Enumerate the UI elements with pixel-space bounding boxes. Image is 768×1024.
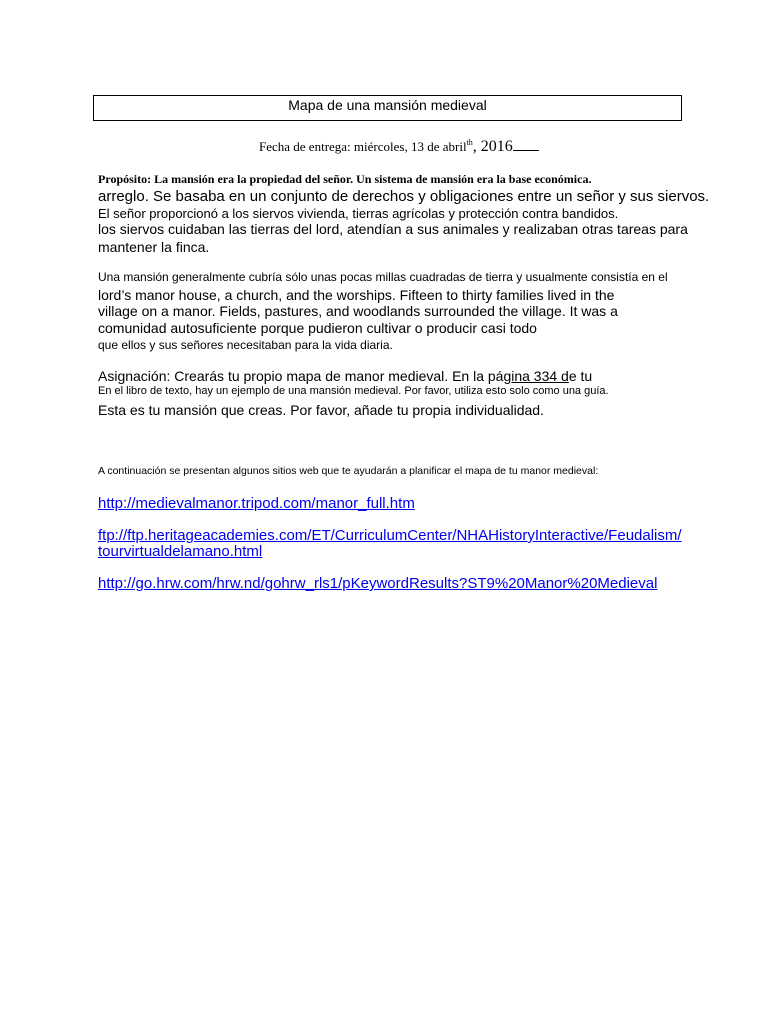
title-box — [93, 95, 682, 121]
due-date-superscript: th — [466, 138, 473, 147]
due-date-year: , 2016 — [472, 138, 513, 155]
assignment-line3: Esta es tu mansión que creas. Por favor, añade tu propia individualidad. — [98, 402, 544, 418]
para2-line2: lord’s manor house, a church, and the worships. Fifteen to thirty families lived in the — [98, 287, 615, 303]
assignment-line1-prefix: Asignación: Crearás tu propio mapa de manor medieval. En la pá — [98, 368, 504, 384]
para2-line5: que ellos y sus señores necesitaban para la vida diaria. — [98, 338, 393, 352]
para1-line3: los siervos cuidaban las tierras del lord, atendían a sus animales y realizaban otras tareas para — [98, 221, 688, 237]
due-date-underline — [513, 150, 539, 151]
websites-intro: A continuación se presentan algunos sitios web que te ayudarán a planificar el mapa de tu manor medieval: — [98, 465, 599, 477]
assignment-line2: En el libro de texto, hay un ejemplo de una mansión medieval. Por favor, utiliza esto solo como una guía. — [98, 385, 609, 397]
link-heritage-ftp-line1[interactable]: ftp://ftp.heritageacademies.com/ET/CurriculumCenter/NHAHistoryInteractive/Feudalism/ — [98, 527, 682, 544]
para1-line2: El señor proporcionó a los siervos vivienda, tierras agrícolas y protección contra bandidos. — [98, 206, 619, 221]
purpose-heading: Propósito: La mansión era la propiedad del señor. Un sistema de mansión era la base económica. — [98, 172, 592, 186]
link-medieval-manor[interactable]: http://medievalmanor.tripod.com/manor_full.htm — [98, 495, 415, 512]
para2-line3: village on a manor. Fields, pastures, and woodlands surrounded the village. It was a — [98, 303, 618, 319]
due-date — [259, 138, 539, 156]
para2-line4: comunidad autosuficiente porque pudieron cultivar o producir casi todo — [98, 320, 537, 336]
para1-line1: arreglo. Se basaba en un conjunto de derechos y obligaciones entre un señor y sus siervos. — [98, 188, 710, 205]
assignment-line1-underlined: gina 334 d — [503, 368, 569, 384]
link-heritage-ftp-line2[interactable]: tourvirtualdelamano.html — [98, 543, 263, 560]
assignment-line1-suffix: e tu — [568, 368, 593, 384]
link-hrw-keyword[interactable]: http://go.hrw.com/hrw.nd/gohrw_rls1/pKeywordResults?ST9%20Manor%20Medieval — [98, 575, 658, 592]
page-title: Mapa de una mansión medieval — [288, 97, 487, 113]
para2-line1: Una mansión generalmente cubría sólo unas pocas millas cuadradas de tierra y usualmente consistía en el — [98, 270, 668, 284]
assignment-line1 — [98, 368, 592, 384]
para1-line4: mantener la finca. — [98, 239, 210, 255]
due-date-label: Fecha de entrega: miércoles, 13 de abril — [259, 139, 467, 154]
